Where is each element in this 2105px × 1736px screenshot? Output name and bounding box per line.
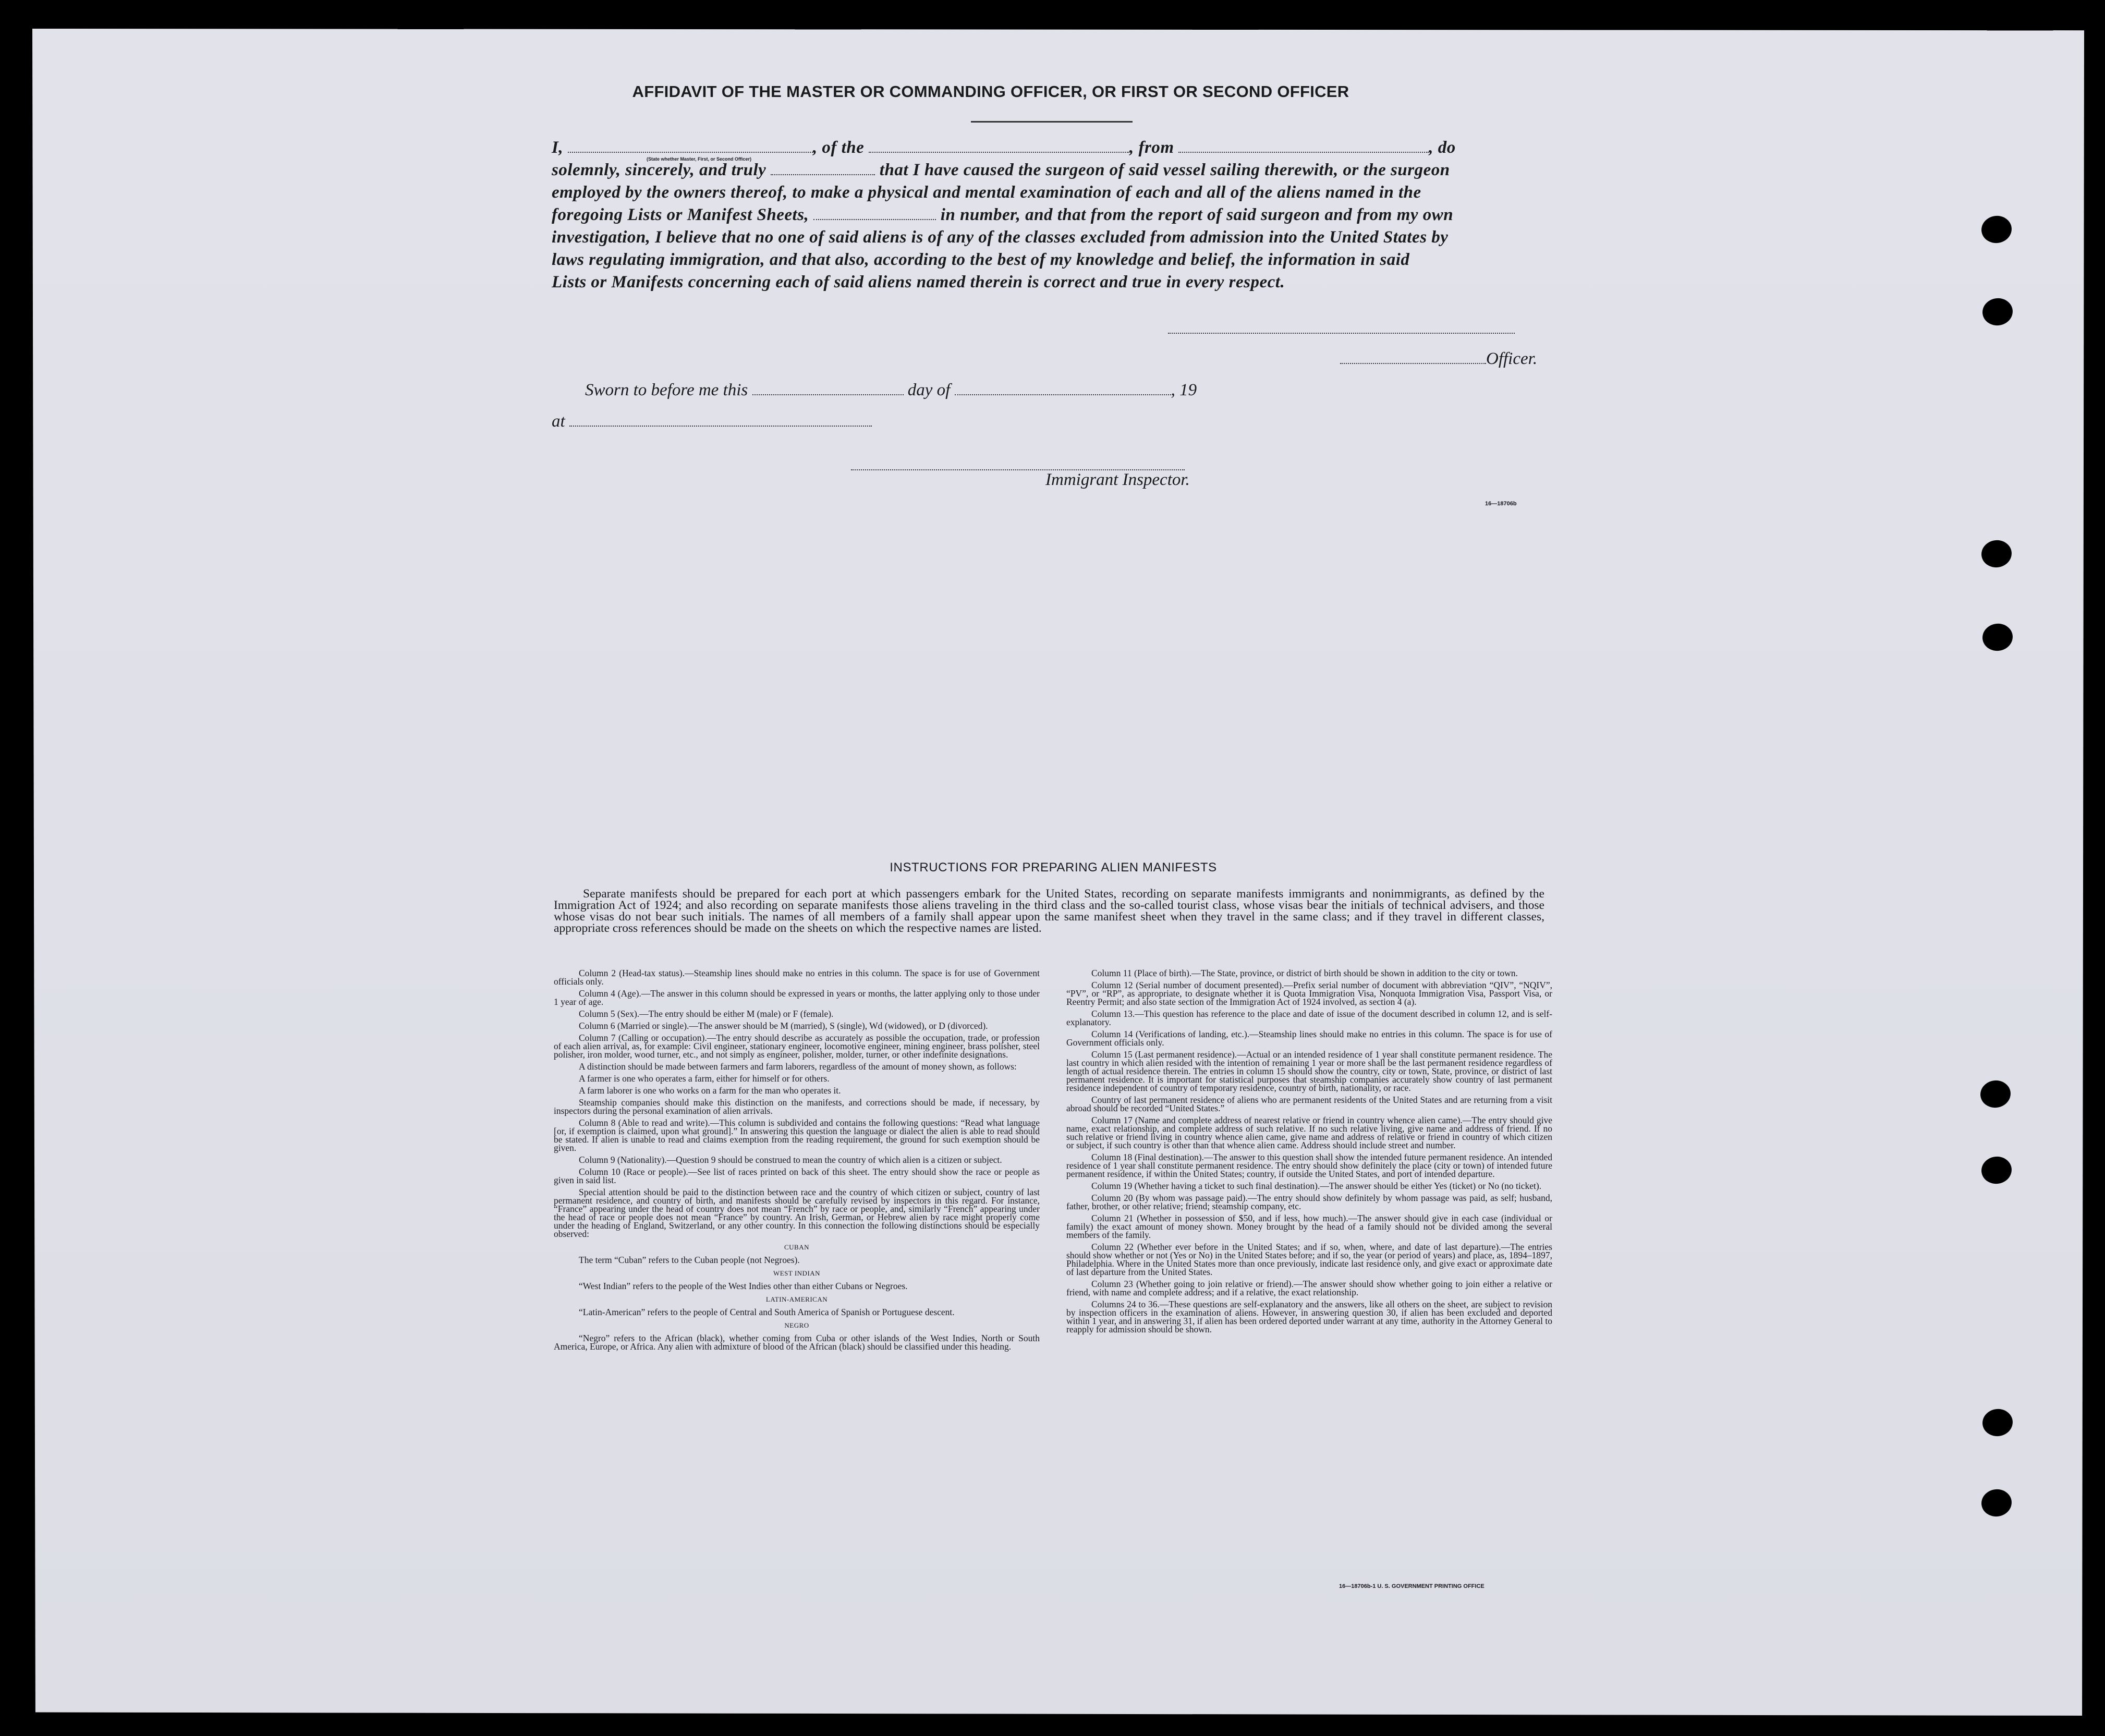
instruction-paragraph: Special attention should be paid to the distinction between race and the country of which citizen or subject, country of last permanent residence, and country of birth, and manifests should be carefully revised by inspectors in this regard. For instance, “France” appearing under the head of country does not mean “French” by race or people, and, similarly “French” appearing under the head of race or people does not mean “France” by country. An Irish, German, or Hebrew alien by race might properly come under the heading of England, Switzerland, or any other country. In this connection the following distinctions should be especially observed:: [554, 1187, 1040, 1239]
inspector-label: Immigrant Inspector.: [1045, 470, 1190, 489]
cuban-heading: CUBAN: [784, 1243, 809, 1251]
instruction-paragraph: Column 21 (Whether in possession of $50, and if less, how much).—The answer should give in each case (individual or family) the exact amount of money shown. Money brought by the head of a family should not be divided among the several members of the family.: [1066, 1213, 1552, 1240]
affidavit-line-7: Lists or Manifests concerning each of said aliens named therein is correct and true in every respect.: [552, 273, 1285, 292]
affidavit-text: that I have caused the surgeon of said vessel sailing therewith, or the surgeon: [879, 161, 1450, 179]
west-indian-heading: WEST INDIAN: [773, 1269, 821, 1277]
affidavit-line-1: [552, 138, 1542, 157]
officer-signature-line[interactable]: [1168, 333, 1515, 334]
printing-office-code: 16—18706b-1 U. S. GOVERNMENT PRINTING OFFICE: [1339, 1583, 1485, 1589]
instruction-paragraph: Column 6 (Married or single).—The answer should be M (married), S (single), Wd (widowed), or D (divorced).: [579, 1021, 988, 1031]
sworn-text: Sworn to before me this: [585, 381, 748, 399]
negro-heading: NEGRO: [784, 1321, 809, 1329]
sheet-count-field[interactable]: [813, 208, 936, 220]
instruction-paragraph: Column 9 (Nationality).—Question 9 should be construed to mean the country of which alien is a citizen or subject.: [579, 1155, 1002, 1165]
instructions-right-column: [1066, 969, 1552, 1337]
instruction-paragraph: Column 4 (Age).—The answer in this column should be expressed in years or months, the latter applying only to those under 1 year of age.: [554, 988, 1040, 1007]
sworn-day-field[interactable]: [752, 383, 904, 395]
west-indian-text: “West Indian” refers to the people of the West Indies other than either Cubans or Negroes.: [579, 1281, 908, 1291]
negro-text: “Negro” refers to the African (black), whether coming from Cuba or other islands of the West Indies, North or South America, Europe, or Africa. Any alien with admixture of blood of the African (black) should be classified under this heading.: [554, 1333, 1040, 1352]
sworn-line: [585, 381, 1197, 400]
instruction-paragraph: Column 10 (Race or people).—See list of races printed on back of this sheet. The entry should show the race or people as given in said list.: [554, 1167, 1040, 1185]
officer-text: Officer.: [1486, 349, 1538, 368]
instruction-paragraph: Country of last permanent residence of aliens who are permanent residents of the United States and are returning from a visit abroad should be recorded “United States.”: [1066, 1095, 1552, 1113]
instruction-paragraph: Column 12 (Serial number of document presented).—Prefix serial number of document with abbreviation “QIV”, “NQIV”, “PV”, or “RP”, as appropriate, to designate whether it is Quota Immigration Visa, Nonquota Immigration Visa, Passport Visa, or Reentry Permit; and also state section of the Immigration Act of 1924 involved, as section 4 (a).: [1066, 980, 1552, 1007]
affidavit-title: AFFIDAVIT OF THE MASTER OR COMMANDING OFFICER, OR FIRST OR SECOND OFFICER: [632, 82, 1349, 101]
do-text: , do: [1429, 138, 1456, 157]
instruction-paragraph: Column 19 (Whether having a ticket to such final destination).—The answer should be either Yes (ticket) or No (no ticket).: [1091, 1181, 1542, 1191]
instruction-paragraph: Column 8 (Able to read and write).—This column is subdivided and contains the following questions: “Read what language [or, if exemption is claimed, upon what ground].” In answering this question the language or dialect the alien is able to read should be stated. If alien is unable to read and claims exemption from the reading requirement, the ground for such exemption should be given.: [554, 1118, 1040, 1153]
affidavit-line-5: investigation, I believe that no one of said aliens is of any of the classes excluded from admission into the United States by: [552, 228, 1449, 247]
year-prefix: , 19: [1171, 381, 1197, 399]
at-text: at: [552, 412, 565, 431]
instruction-paragraph: Column 14 (Verifications of landing, etc.).—Steamship lines should make no entries in this column. The space is for use of Government officials only.: [1066, 1029, 1552, 1048]
instruction-paragraph: Column 5 (Sex).—The entry should be either M (male) or F (female).: [579, 1009, 834, 1019]
instruction-paragraph: Column 7 (Calling or occupation).—The entry should describe as accurately as possible the occupation, trade, or profession of each alien arrival, as, for example: Civil engineer, stationary engineer, locomotive engineer, mining engineer, brass polisher, steel polisher, iron molder, wood turner, etc., and not simply as engineer, polisher, molder, turner, or other indefinite designations.: [554, 1033, 1040, 1060]
affidavit-line-6: laws regulating immigration, and that also, according to the best of my knowledge and belief, the information in said: [552, 250, 1410, 269]
instruction-paragraph: Column 22 (Whether ever before in the United States; and if so, when, where, and date of last departure).—The entries should show whether or not (Yes or No) in the United States before; and if so, the year (or period of years) and place, as, 1894–1897, Philadelphia. Where in the United States more than once previously, indicate last residence only, and give exact or approximate date of last departure from the United States.: [1066, 1242, 1552, 1277]
instruction-paragraph: A farmer is one who operates a farm, either for himself or for others.: [579, 1073, 830, 1084]
sworn-place-field[interactable]: [569, 414, 872, 427]
officer-title-field[interactable]: [1340, 351, 1486, 364]
instructions-left-column: [554, 969, 1040, 1354]
instruction-paragraph: A farm laborer is one who works on a farm for the man who operates it.: [579, 1085, 841, 1096]
instruction-paragraph: Column 2 (Head-tax status).—Steamship lines should make no entries in this column. The space is for use of Government officials only.: [554, 968, 1040, 987]
oath-field[interactable]: [771, 163, 875, 175]
instruction-paragraph: Column 13.—This question has reference to the place and date of issue of the document described in column 12, and is self-explanatory.: [1066, 1009, 1552, 1027]
affidavit-text: foregoing Lists or Manifest Sheets,: [552, 205, 809, 224]
affidavit-text: solemnly, sincerely, and truly: [552, 161, 766, 179]
instruction-paragraph: Column 11 (Place of birth).—The State, province, or district of birth should be shown in addition to the city or town.: [1091, 968, 1518, 978]
instruction-paragraph: Column 17 (Name and complete address of nearest relative or friend in country whence alien came).—The entry should give name, exact relationship, and complete address of such relative. If no such relative living, give name and address of friend. If no such relative or friend living in country whence alien came, give name and address of relative or friend in country of which citizen or subject, if such country is other than that whence alien came. Address should include street and number.: [1066, 1115, 1552, 1150]
instruction-paragraph: Columns 24 to 36.—These questions are self-explanatory and the answers, like all others on the sheet, are subject to revision by inspection officers in the examination of aliens. However, in answering question 30, if alien has been excluded and deported within 1 year, and in answering 31, if alien has been ordered deported under warrant at any time, authority in the Attorney General to reapply for admission should be shown.: [1066, 1299, 1552, 1334]
from-text: , from: [1129, 138, 1174, 157]
instructions-title: INSTRUCTIONS FOR PREPARING ALIEN MANIFESTS: [890, 860, 1217, 875]
latin-american-text: “Latin-American” refers to the people of Central and South America of Spanish or Portuguese descent.: [579, 1307, 955, 1317]
day-of-text: day of: [907, 381, 951, 399]
at-line: [552, 412, 872, 431]
of-the-text: , of the: [812, 138, 865, 157]
cuban-text: The term “Cuban” refers to the Cuban people (not Negroes).: [579, 1255, 800, 1265]
officer-rank-field[interactable]: [568, 140, 813, 153]
officer-label: [1340, 349, 1537, 369]
instruction-paragraph: Column 18 (Final destination).—The answer to this question shall show the intended future permanent residence. An intended residence of 1 year shall constitute permanent residence. The entry should show definitely the place (city or town) of intended future permanent residence, if within the United States; country, if outside the United States, and port of intended departure.: [1066, 1152, 1552, 1179]
affidavit-i: I,: [552, 138, 564, 157]
instruction-paragraph: Column 20 (By whom was passage paid).—The entry should show definitely by whom passage was paid, as self; husband, father, brother, or other relative; friend; steamship company, etc.: [1066, 1193, 1552, 1211]
affidavit-line-2: [552, 161, 1542, 180]
affidavit-text: in number, and that from the report of said surgeon and from my own: [940, 205, 1454, 224]
instruction-paragraph: A distinction should be made between farmers and farm laborers, regardless of the amount of money shown, as follows:: [579, 1061, 1017, 1072]
title-rule: [971, 121, 1133, 123]
latin-american-heading: LATIN-AMERICAN: [765, 1295, 828, 1303]
instruction-paragraph: Column 15 (Last permanent residence).—Actual or an intended residence of 1 year shall constitute permanent residence. The last country in which alien resided with the intention of remaining 1 year or more shall be the last permanent residence regardless of length of actual residence therein. The entries in column 15 should show the country, city or town, State, province, or district of last permanent residence. It is important for statistical purposes that steamship companies accurately show country of last permanent residence independent of country of temporary residence, country of birth, nationality, or race.: [1066, 1049, 1552, 1093]
port-from-field[interactable]: [1178, 140, 1429, 153]
form-code: 16—18706b: [1485, 501, 1517, 507]
rank-hint: (State whether Master, First, or Second Officer): [647, 156, 752, 162]
vessel-name-field[interactable]: [869, 140, 1129, 153]
instructions-intro: Separate manifests should be prepared for each port at which passengers embark for the United States, recording on separate manifests immigrants and nonimmigrants, as defined by the Immigration Act of 1924; and also recording on separate manifests those aliens traveling in the third class and the so-called tourist class, whose visas bear the initials of technical advisers, and those whose visas do not bear such initials. The names of all members of a family shall appear upon the same manifest sheet when they travel in the same class; and if they travel in different classes, appropriate cross references should be made on the sheets on which the respective names are listed.: [554, 887, 1544, 935]
sworn-month-field[interactable]: [955, 383, 1171, 395]
affidavit-line-4: [552, 205, 1542, 225]
instruction-paragraph: Steamship companies should make this distinction on the manifests, and corrections should be made, if necessary, by inspectors during the personal examination of alien arrivals.: [554, 1097, 1040, 1116]
instruction-paragraph: Column 23 (Whether going to join relative or friend).—The answer should show whether going to join either a relative or friend, with name and complete address; and if a relative, the exact relationship.: [1066, 1279, 1552, 1297]
affidavit-line-3: employed by the owners thereof, to make a physical and mental examination of each and all of the aliens named in the: [552, 183, 1421, 202]
